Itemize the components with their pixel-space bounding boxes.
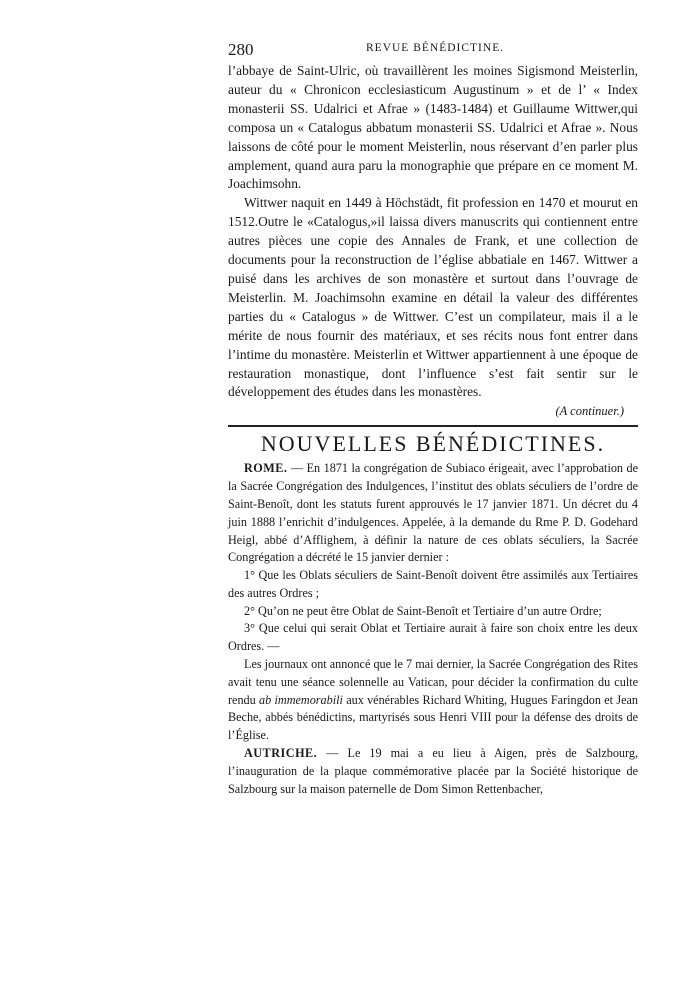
- news-text: — En 1871 la congrégation de Subiaco érigeait, avec l’approbation de la Sacrée Congrégation des Indulgences, l’institut des oblats séculiers de l’ordre de Saint-Benoît, dont les statuts furent approuvés le 17 janvier 1871. Un décret du 4 juin 1888 l’enrichit d’indulgences. Appelée, à la demande du Rme P. D. Godehard Heigl, abbé d’Afflighem, à définir la nature de ces oblats séculiers, la Sacrée Congrégation a décrété le 15 janvier dernier :: [228, 461, 638, 565]
- news-item-autriche: [228, 745, 638, 798]
- news-item-rites: [228, 656, 638, 745]
- section-divider: [228, 425, 638, 427]
- news-text: Les journaux ont annoncé que le 7 mai dernier, la Sacrée Congrégation des Rites avait tenu une séance solennelle au Vatican, pour décider la confirmation du culte rendu: [228, 657, 638, 707]
- news-text: — Le 19 mai a eu lieu à Aigen, près de Salzbourg, l’inauguration de la plaque commémorative placée par la Société historique de Salzbourg sur la maison paternelle de Dom Simon Rettenbacher,: [228, 746, 638, 796]
- continuation-note: (A continuer.): [555, 404, 624, 419]
- page: [228, 40, 638, 798]
- news-text: aux vénérables Richard Whiting, Hugues Faringdon et Jean Beche, abbés bénédictins, martyrisés sous Henri VIII pour la défense des droits de l’Église.: [228, 692, 639, 743]
- article-body: [228, 62, 638, 420]
- latin-phrase: ab immemorabili: [259, 692, 343, 707]
- news-item-rome: [228, 460, 638, 567]
- page-number: 280: [228, 40, 254, 59]
- page-header: [228, 40, 638, 62]
- news-label: AUTRICHE.: [244, 746, 318, 761]
- news-label: ROME.: [244, 461, 288, 476]
- decree-item: 3° Que celui qui serait Oblat et Tertiaire aurait à faire son choix entre les deux Ordres. —: [228, 621, 638, 654]
- decree-item: 1° Que les Oblats séculiers de Saint-Benoît doivent être assimilés aux Tertiaires des autres Ordres ;: [228, 568, 638, 600]
- running-title: REVUE BÉNÉDICTINE.: [366, 42, 505, 54]
- decree-item: 2° Qu’on ne peut être Oblat de Saint-Benoît et Tertiaire d’un autre Ordre;: [244, 603, 602, 618]
- paragraph: Wittwer naquit en 1449 à Höchstädt, fit profession en 1470 et mourut en 1512.Outre le «Catalogus,»il laissa divers manuscrits qui contiennent entre autres pièces une copie des Annales de Frank, et une collection de documents pour la reconstruction de l’église abbatiale en 1467. Wittwer a puisé dans les archives de son monastère et surtout dans l’ouvrage de Meisterlin. M. Joachimsohn examine en détail la valeur des différentes parties du « Catalogus » de Wittwer. C’est un compilateur, mais il a le mérite de nous fournir des matériaux, et ses récits nous font entrer dans l’intime du monastère. Meisterlin et Wittwer appartiennent à une époque de restauration monastique, dont l’influence s’est fait sentir sur le développement des études dans les monastères.: [228, 195, 638, 400]
- section-title: NOUVELLES BÉNÉDICTINES.: [260, 431, 606, 457]
- news-section: [228, 460, 638, 798]
- paragraph: l’abbaye de Saint-Ulric, où travaillèrent les moines Sigismond Meisterlin, auteur du « Chronicon ecclesiasticum Augustinum » et de l’ « Index monasterii SS. Udalrici et Afrae » (1483-1484) et Guillaume Wittwer,qui composa un « Catalogus abbatum monasterii SS. Udalrici et Afrae ». Nous laissons de côté pour le moment Meisterlin, nous réservant d’en parler plus amplement, quand aura paru la monographie que prépare en ce moment M. Joachimsohn.: [228, 63, 638, 192]
